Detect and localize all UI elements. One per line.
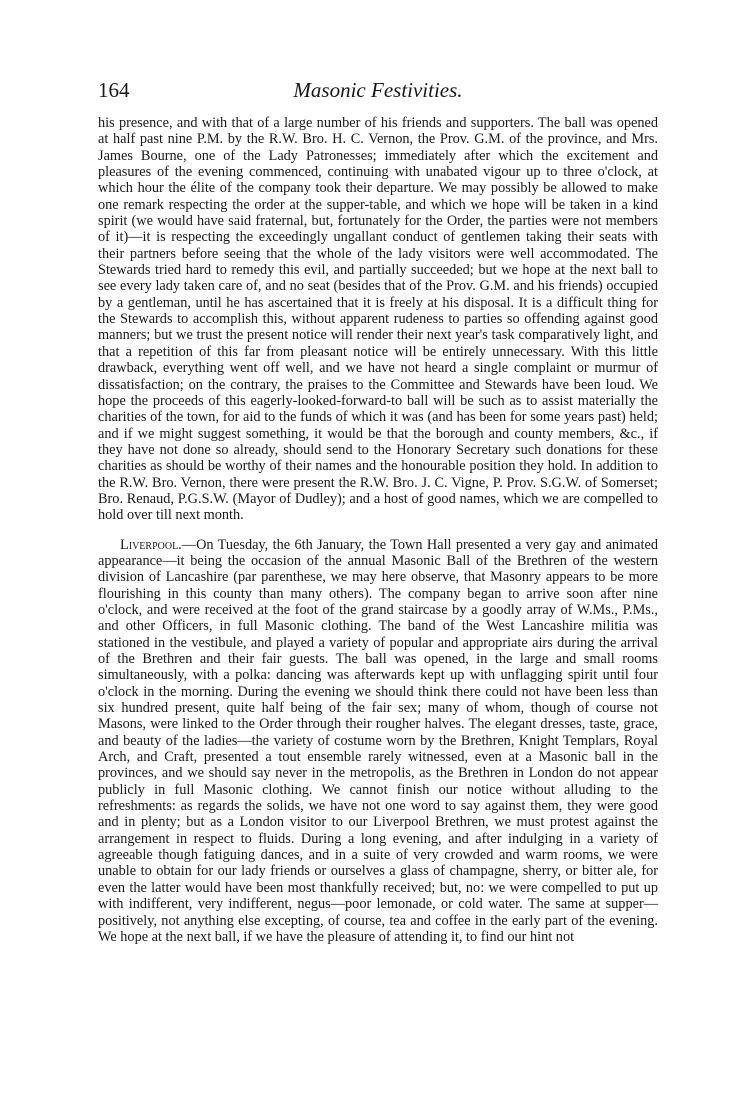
section-lead-liverpool: Liverpool.: [120, 536, 182, 553]
page-number: 164: [98, 78, 130, 102]
paragraph-liverpool: [98, 537, 658, 946]
page-header: [98, 78, 658, 108]
article-body: [98, 115, 658, 945]
running-title: Masonic Festivities.: [293, 78, 463, 102]
paragraph-ball-report: [98, 115, 658, 524]
paragraph-text: —On Tuesday, the 6th January, the Town Hall presented a very gay and animated appearance—it being the occasion of the annual Masonic Ball of the Brethren of the western division of Lancashire (par parenthese, we may here observe, that Masonry appears to be more flourishing in this county than many others). The company began to arrive soon after nine o'clock, and were received at the foot of the grand staircase by a goodly array of W.Ms., P.Ms., and other Officers, in full Masonic clothing. The band of the West Lancashire militia was stationed in the vestibule, and played a variety of popular and appropriate airs during the arrival of the Brethren and their fair guests. The ball was opened, in the large and small rooms simultaneously, with a polka: dancing was afterwards kept up with unflagging spirit until four o'clock in the morning. During the evening we should think there could not have been less than six hundred present, quite half being of the fair sex; many of whom, though of course not Masons, were linked to the Order through their rougher halves. The elegant dresses, taste, grace, and beauty of the ladies—the variety of costume worn by the Brethren, Knight Templars, Royal Arch, and Craft, presented a tout ensemble rarely witnessed, even at a Masonic ball in the provinces, and we should say never in the metropolis, as the Brethren in London do not appear publicly in full Masonic clothing. We cannot finish our notice without alluding to the refreshments: as regards the solids, we have not one word to say against them, they were good and in plenty; but as a London visitor to our Liverpool Brethren, we must protest against the arrangement in respect to fluids. During a long evening, and after indulging in a variety of agreeable though fatiguing dances, and in a suite of very crowded and warm rooms, we were unable to obtain for our lady friends or ourselves a glass of champagne, sherry, or bitter ale, for even the latter would have been most thankfully received; but, no: we were compelled to put up with indifferent, very indifferent, negus—poor lemonade, or cold water. The same at supper—positively, not anything else excepting, of course, tea and coffee in the early part of the evening. We hope at the next ball, if we have the pleasure of attending it, to find our hint not: [98, 536, 658, 945]
paragraph-text: his presence, and with that of a large number of his friends and supporters. The ball was opened at half past nine P.M. by the R.W. Bro. H. C. Vernon, the Prov. G.M. of the province, and Mrs. James Bourne, one of the Lady Patronesses; immediately after which the excitement and pleasures of the evening commenced, continuing with unabated vigour up to three o'clock, at which hour the élite of the company took their departure. We may possibly be allowed to make one remark respecting the order at the supper-table, and which we hope will be taken in a kind spirit (we would have said fraternal, but, fortunately for the Order, the parties were not members of it)—it is respecting the exceedingly ungallant conduct of gentlemen taking their seats with their partners before seeing that the whole of the lady visitors were well accommodated. The Stewards tried hard to remedy this evil, and partially succeeded; but we hope at the next ball to see every lady taken care of, and no seat (besides that of the Prov. G.M. and his friends) occupied by a gentleman, until he has ascertained that it is freely at his disposal. It is a difficult thing for the Stewards to accomplish this, without apparent rudeness to parties so offending against good manners; but we trust the present notice will render their next year's task comparatively light, and that a repetition of this far from pleasant notice will be entirely unnecessary. With this little drawback, everything went off well, and we have not heard a single complaint or murmur of dissatisfaction; on the contrary, the praises to the Committee and Stewards have been loud. We hope the proceeds of this eagerly-looked-forward-to ball will be such as to assist materially the charities of the town, for aid to the funds of which it was (and has been for some years past) held; and if we might suggest something, it would be that the borough and county members, &c., if they have not done so already, should send to the Honorary Secretary such donations for these charities as should be worthy of their names and the honourable position they hold. In addition to the R.W. Bro. Vernon, there were present the R.W. Bro. J. C. Vigne, P. Prov. S.G.W. of Somerset; Bro. Renaud, P.G.S.W. (Mayor of Dudley); and a host of good names, which we are compelled to hold over till next month.: [98, 115, 658, 524]
